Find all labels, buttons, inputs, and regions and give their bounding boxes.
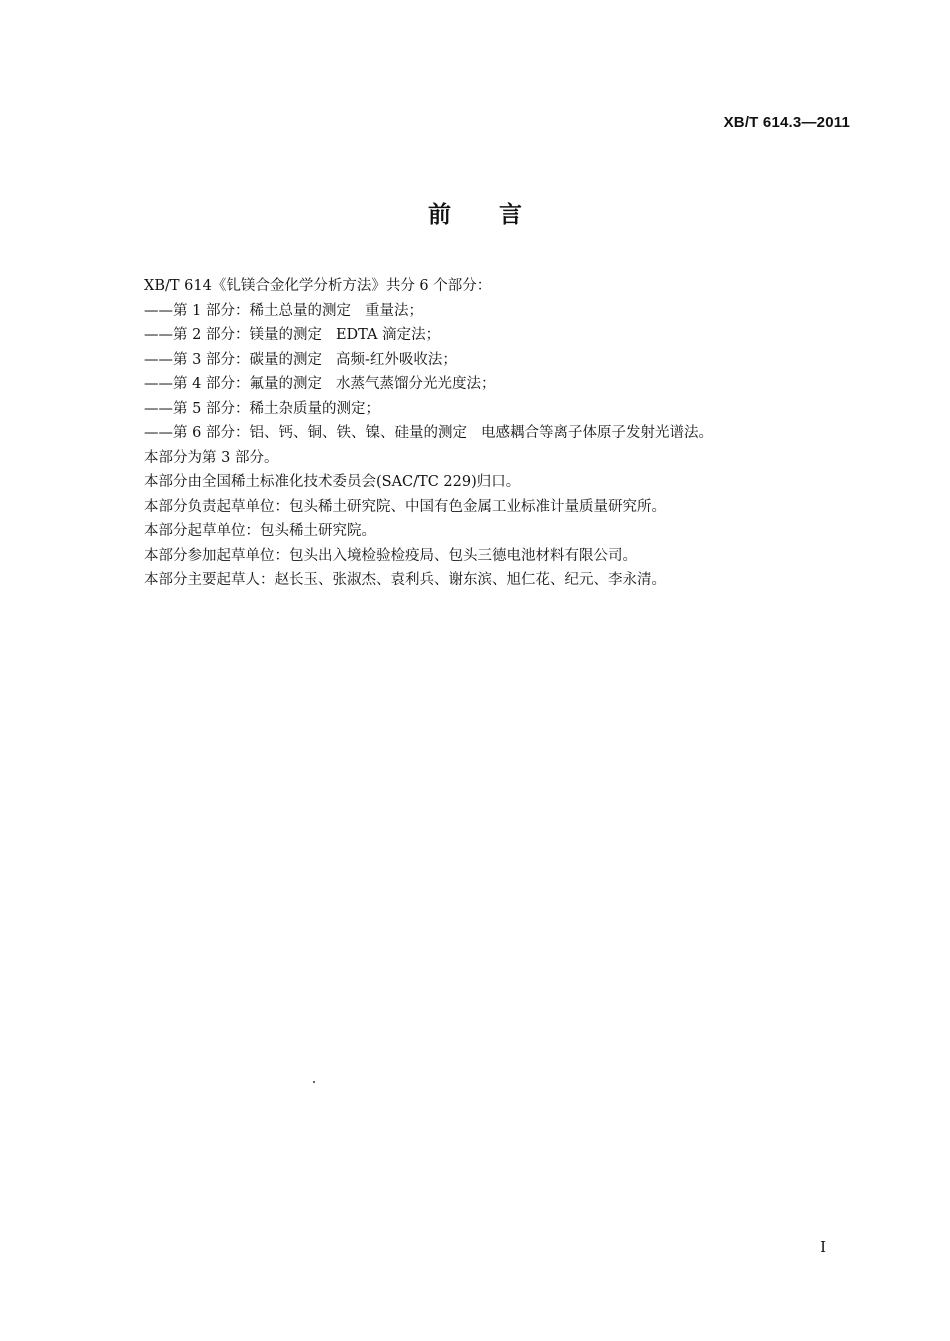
- part-label: ——第 4 部分：氟量的测定: [144, 376, 322, 392]
- lead-units-paragraph: 本部分负责起草单位：包头稀土研究院、中国有色金属工业标准计量质量研究所。: [144, 498, 666, 515]
- part-method: 重量法；: [364, 302, 423, 319]
- part-method: 高频-红外吸收法；: [335, 351, 457, 368]
- part-method: 电感耦合等离子体原子发射光谱法。: [480, 425, 713, 441]
- drafting-unit-paragraph: 本部分起草单位：包头稀土研究院。: [144, 523, 376, 539]
- part-item-5: [144, 397, 844, 422]
- part-label: ——第 1 部分：稀土总量的测定: [144, 302, 351, 319]
- preface-body: [144, 274, 844, 593]
- part-item-1: [144, 299, 844, 324]
- intro-paragraph: XB/T 614《钆镁合金化学分析方法》共分 6 个部分：: [144, 278, 492, 294]
- part-label: ——第 6 部分：铝、钙、铜、铁、镍、硅量的测定: [144, 425, 467, 441]
- page-number: I: [820, 1238, 826, 1256]
- part-method: 水蒸气蒸馏分光光度法；: [335, 376, 496, 392]
- part-item-2: [144, 323, 844, 348]
- part-item-3: [144, 348, 844, 373]
- part-method: EDTA 滴定法；: [335, 327, 441, 343]
- scan-speck: [313, 1081, 315, 1083]
- part-label: ——第 3 部分：碳量的测定: [144, 351, 322, 368]
- this-part-paragraph: 本部分为第 3 部分。: [144, 449, 279, 466]
- page-title: 前言: [428, 202, 570, 228]
- participating-units-paragraph: 本部分参加起草单位：包头出入境检验检疫局、包头三德电池材料有限公司。: [144, 547, 637, 564]
- part-label: ——第 5 部分：稀土杂质量的测定；: [144, 400, 380, 417]
- part-item-4: [144, 372, 844, 397]
- standard-code: XB/T 614.3—2011: [723, 114, 850, 131]
- part-item-6: [144, 421, 844, 446]
- part-label: ——第 2 部分：镁量的测定: [144, 327, 322, 343]
- drafters-paragraph: 本部分主要起草人：赵长玉、张淑杰、袁利兵、谢东滨、旭仁花、纪元、李永清。: [144, 572, 666, 588]
- committee-paragraph: 本部分由全国稀土标准化技术委员会(SAC/TC 229)归口。: [144, 474, 521, 490]
